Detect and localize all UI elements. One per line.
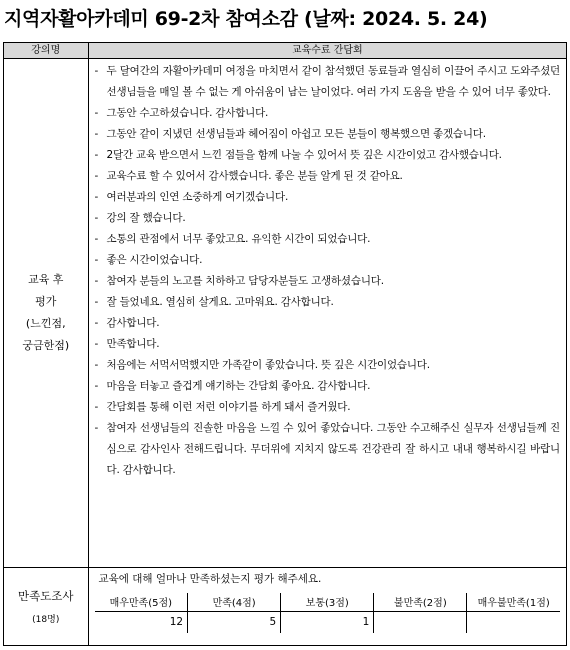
- comment-item: - 참여자 분들의 노고를 치하하고 담당자분들도 고생하셨습니다.: [95, 271, 561, 292]
- comments-list: [89, 59, 567, 483]
- score-table: [95, 593, 561, 633]
- evaluation-label: [4, 59, 88, 568]
- evaluation-label-line3: (느낀점,: [25, 316, 66, 330]
- evaluation-label-line4: 궁금한점): [22, 338, 70, 352]
- comment-item: - 잘 들었네요. 열심히 살게요. 고마워요. 감사합니다.: [95, 292, 561, 313]
- lecture-name-header: 강의명: [4, 43, 88, 59]
- comment-item: - 그동안 같이 지냈던 선생님들과 헤어짐이 아쉽고 모든 분들이 행복했으면 좋겠습니다.: [95, 124, 561, 145]
- comment-item: - 2달간 교육 받으면서 느낀 점들을 함께 나눌 수 있어서 뜻 깊은 시간이었고 감사했습니다.: [95, 145, 561, 166]
- comment-item: - 좋은 시간이었습니다.: [95, 250, 561, 271]
- score-value: 12: [95, 611, 188, 633]
- comment-item: - 강의 잘 했습니다.: [95, 208, 561, 229]
- comment-item: - 감사합니다.: [95, 313, 561, 334]
- comment-item: - 소통의 관점에서 너무 좋았고요. 유익한 시간이 되었습니다.: [95, 229, 561, 250]
- score-header: 매우불만족(1점): [467, 593, 560, 612]
- evaluation-form: [3, 42, 567, 646]
- score-table-wrapper: [89, 591, 567, 639]
- document-title: 지역자활아카데미 69-2차 참여소감 (날짜: 2024. 5. 24): [4, 8, 488, 30]
- comment-item: - 간담회를 통해 이런 저런 이야기를 하게 돼서 즐거웠다.: [95, 397, 561, 418]
- score-value-row: [95, 611, 561, 633]
- lecture-name-value: 교육수료 간담회: [88, 43, 566, 59]
- comment-item: - 여러분과의 인연 소중하게 여기겠습니다.: [95, 187, 561, 208]
- comment-item: - 참여자 선생님들의 진솔한 마음을 느낄 수 있어 좋았습니다. 그동안 수고해주신 실무자 선생님들께 진심으로 감사인사 전해드립니다. 무더위에 지치지 않도록 건강관리 잘 하시고 내내 행복하시길 바랍니다. 감사합니다.: [95, 418, 561, 481]
- survey-label: 만족도조사: [17, 588, 74, 603]
- comment-item: - 마음을 터놓고 즐겁게 얘기하는 간담회 좋아요. 감사합니다.: [95, 376, 561, 397]
- comment-item: - 교육수료 할 수 있어서 감사했습니다. 좋은 분들 알게 된 것 같아요.: [95, 166, 561, 187]
- evaluation-label-line1: 교육 후: [28, 272, 64, 286]
- score-header: 매우만족(5점): [95, 593, 188, 612]
- survey-cell: [88, 567, 566, 645]
- comment-item: - 두 달여간의 자활아카데미 여정을 마치면서 같이 참석했던 동료들과 열심히 이끌어 주시고 도와주셨던 선생님들을 매일 볼 수 없는 게 아쉬움이 남는 날이었다. 여러 가지 도움을 받을 수 있어 너무 좋았다.: [95, 61, 561, 103]
- comments-cell: [88, 59, 566, 568]
- comment-item: - 그동안 수고하셨습니다. 감사합니다.: [95, 103, 561, 124]
- comment-item: - 만족합니다.: [95, 334, 561, 355]
- score-header: 보통(3점): [281, 593, 374, 612]
- score-value: [374, 611, 467, 633]
- evaluation-label-line2: 평가: [35, 294, 57, 308]
- comment-item: - 처음에는 서먹서먹했지만 가족같이 좋았습니다. 뜻 깊은 시간이었습니다.: [95, 355, 561, 376]
- respondent-count: (18명): [32, 614, 60, 625]
- score-value: 1: [281, 611, 374, 633]
- survey-question: 교육에 대해 얼마나 만족하셨는지 평가 해주세요.: [98, 572, 322, 585]
- score-header: 만족(4점): [188, 593, 281, 612]
- score-value: 5: [188, 611, 281, 633]
- score-header: 불만족(2점): [374, 593, 467, 612]
- score-header-row: [95, 593, 561, 612]
- survey-label-cell: [4, 567, 88, 645]
- evaluation-table: [4, 43, 566, 645]
- score-value: [467, 611, 560, 633]
